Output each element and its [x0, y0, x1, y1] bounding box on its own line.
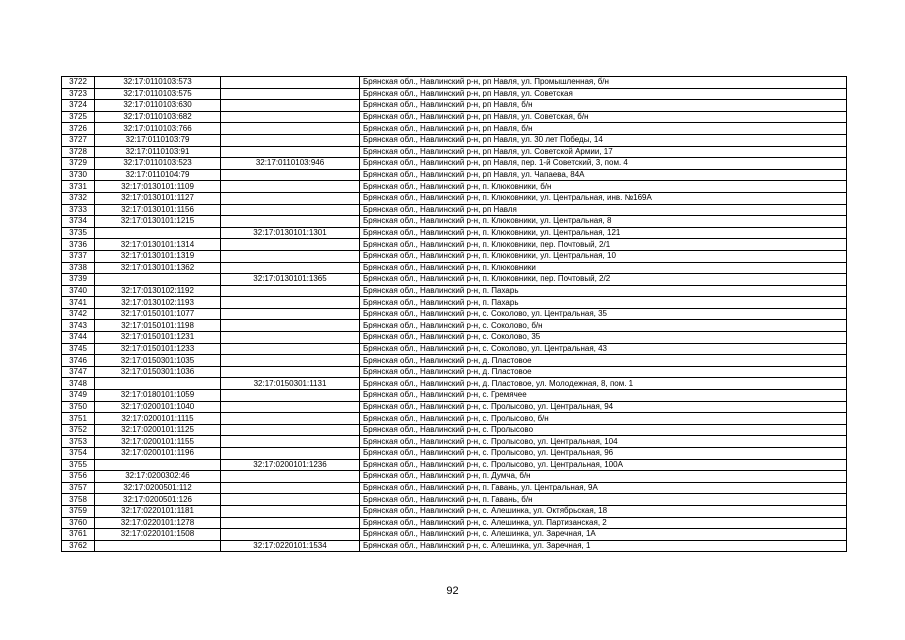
cadastral-number-cell: 32:17:0150101:1077 [95, 308, 221, 320]
address-cell: Брянская обл., Навлинский р-н, с. Соколово, 35 [360, 332, 847, 344]
row-number-cell: 3742 [62, 308, 95, 320]
table-row [62, 250, 847, 262]
address-cell: Брянская обл., Навлинский р-н, рп Навля, ул. 30 лет Победы, 14 [360, 134, 847, 146]
address-cell: Брянская обл., Навлинский р-н, с. Алешинка, ул. Заречная, 1 [360, 540, 847, 552]
table-row [62, 88, 847, 100]
address-cell: Брянская обл., Навлинский р-н, с. Пролысово, ул. Центральная, 100А [360, 459, 847, 471]
address-cell: Брянская обл., Навлинский р-н, рп Навля, б/н [360, 123, 847, 135]
premises-cadastral-number-cell [221, 169, 360, 181]
address-cell: Брянская обл., Навлинский р-н, д. Пластовое [360, 355, 847, 367]
cadastral-number-cell: 32:17:0110103:575 [95, 88, 221, 100]
row-number-cell: 3726 [62, 123, 95, 135]
table-row [62, 100, 847, 112]
premises-cadastral-number-cell [221, 355, 360, 367]
address-cell: Брянская обл., Навлинский р-н, д. Пластовое [360, 366, 847, 378]
table-row [62, 146, 847, 158]
premises-cadastral-number-cell [221, 134, 360, 146]
address-cell: Брянская обл., Навлинский р-н, рп Навля, ул. Советской Армии, 17 [360, 146, 847, 158]
premises-cadastral-number-cell [221, 88, 360, 100]
table-row [62, 540, 847, 552]
table-row [62, 529, 847, 541]
table-row [62, 169, 847, 181]
cadastral-number-cell: 32:17:0130101:1156 [95, 204, 221, 216]
table-row [62, 297, 847, 309]
cadastral-register-table [61, 76, 847, 552]
row-number-cell: 3762 [62, 540, 95, 552]
premises-cadastral-number-cell [221, 390, 360, 402]
table-row [62, 216, 847, 228]
premises-cadastral-number-cell [221, 192, 360, 204]
address-cell: Брянская обл., Навлинский р-н, п. Клюковники, ул. Центральная, 121 [360, 227, 847, 239]
premises-cadastral-number-cell [221, 77, 360, 89]
cadastral-number-cell [95, 378, 221, 390]
row-number-cell: 3755 [62, 459, 95, 471]
premises-cadastral-number-cell [221, 366, 360, 378]
address-cell: Брянская обл., Навлинский р-н, рп Навля, ул. Советская [360, 88, 847, 100]
premises-cadastral-number-cell [221, 436, 360, 448]
premises-cadastral-number-cell [221, 332, 360, 344]
cadastral-number-cell: 32:17:0200101:1125 [95, 424, 221, 436]
address-cell: Брянская обл., Навлинский р-н, п. Пахарь [360, 297, 847, 309]
table-body [62, 77, 847, 552]
premises-cadastral-number-cell [221, 413, 360, 425]
premises-cadastral-number-cell [221, 308, 360, 320]
row-number-cell: 3745 [62, 343, 95, 355]
premises-cadastral-number-cell: 32:17:0130101:1301 [221, 227, 360, 239]
table-row [62, 285, 847, 297]
table-row [62, 471, 847, 483]
table-row [62, 424, 847, 436]
table-row [62, 482, 847, 494]
cadastral-number-cell: 32:17:0150301:1035 [95, 355, 221, 367]
table-row [62, 378, 847, 390]
cadastral-number-cell: 32:17:0110103:91 [95, 146, 221, 158]
row-number-cell: 3730 [62, 169, 95, 181]
address-cell: Брянская обл., Навлинский р-н, с. Алешинка, ул. Заречная, 1А [360, 529, 847, 541]
premises-cadastral-number-cell [221, 320, 360, 332]
row-number-cell: 3738 [62, 262, 95, 274]
address-cell: Брянская обл., Навлинский р-н, рп Навля, ул. Промышленная, б/н [360, 77, 847, 89]
cadastral-number-cell: 32:17:0220101:1508 [95, 529, 221, 541]
cadastral-number-cell: 32:17:0130101:1314 [95, 239, 221, 251]
row-number-cell: 3731 [62, 181, 95, 193]
row-number-cell: 3736 [62, 239, 95, 251]
cadastral-number-cell: 32:17:0110103:682 [95, 111, 221, 123]
table-row [62, 413, 847, 425]
premises-cadastral-number-cell [221, 250, 360, 262]
address-cell: Брянская обл., Навлинский р-н, п. Клюковники, ул. Центральная, 8 [360, 216, 847, 228]
address-cell: Брянская обл., Навлинский р-н, с. Соколово, б/н [360, 320, 847, 332]
premises-cadastral-number-cell [221, 494, 360, 506]
row-number-cell: 3759 [62, 505, 95, 517]
row-number-cell: 3727 [62, 134, 95, 146]
premises-cadastral-number-cell [221, 111, 360, 123]
address-cell: Брянская обл., Навлинский р-н, п. Думча, б/н [360, 471, 847, 483]
row-number-cell: 3739 [62, 274, 95, 286]
row-number-cell: 3752 [62, 424, 95, 436]
table-row [62, 401, 847, 413]
row-number-cell: 3756 [62, 471, 95, 483]
row-number-cell: 3741 [62, 297, 95, 309]
table-row [62, 436, 847, 448]
cadastral-number-cell: 32:17:0110103:573 [95, 77, 221, 89]
premises-cadastral-number-cell: 32:17:0150301:1131 [221, 378, 360, 390]
row-number-cell: 3748 [62, 378, 95, 390]
address-cell: Брянская обл., Навлинский р-н, рп Навля, б/н [360, 100, 847, 112]
premises-cadastral-number-cell [221, 343, 360, 355]
cadastral-number-cell: 32:17:0150301:1036 [95, 366, 221, 378]
address-cell: Брянская обл., Навлинский р-н, п. Клюковники, ул. Центральная, 10 [360, 250, 847, 262]
address-cell: Брянская обл., Навлинский р-н, с. Пролысово, ул. Центральная, 104 [360, 436, 847, 448]
row-number-cell: 3753 [62, 436, 95, 448]
row-number-cell: 3740 [62, 285, 95, 297]
cadastral-number-cell: 32:17:0200302:46 [95, 471, 221, 483]
premises-cadastral-number-cell [221, 239, 360, 251]
row-number-cell: 3746 [62, 355, 95, 367]
premises-cadastral-number-cell [221, 297, 360, 309]
row-number-cell: 3744 [62, 332, 95, 344]
premises-cadastral-number-cell: 32:17:0220101:1534 [221, 540, 360, 552]
address-cell: Брянская обл., Навлинский р-н, с. Гремячее [360, 390, 847, 402]
table-row [62, 517, 847, 529]
row-number-cell: 3747 [62, 366, 95, 378]
address-cell: Брянская обл., Навлинский р-н, с. Алешинка, ул. Партизанская, 2 [360, 517, 847, 529]
table-row [62, 505, 847, 517]
table-row [62, 366, 847, 378]
cadastral-number-cell: 32:17:0200101:1115 [95, 413, 221, 425]
table-row [62, 111, 847, 123]
address-cell: Брянская обл., Навлинский р-н, п. Клюковники, пер. Почтовый, 2/1 [360, 239, 847, 251]
row-number-cell: 3732 [62, 192, 95, 204]
cadastral-number-cell: 32:17:0110103:630 [95, 100, 221, 112]
cadastral-number-cell [95, 459, 221, 471]
row-number-cell: 3734 [62, 216, 95, 228]
row-number-cell: 3737 [62, 250, 95, 262]
cadastral-number-cell: 32:17:0130101:1362 [95, 262, 221, 274]
premises-cadastral-number-cell [221, 285, 360, 297]
table-row [62, 332, 847, 344]
table-row [62, 192, 847, 204]
row-number-cell: 3758 [62, 494, 95, 506]
cadastral-number-cell: 32:17:0130101:1215 [95, 216, 221, 228]
cadastral-number-cell: 32:17:0200501:112 [95, 482, 221, 494]
address-cell: Брянская обл., Навлинский р-н, п. Клюковники, ул. Центральная, инв. №169А [360, 192, 847, 204]
cadastral-number-cell: 32:17:0200101:1040 [95, 401, 221, 413]
cadastral-number-cell: 32:17:0180101:1059 [95, 390, 221, 402]
premises-cadastral-number-cell [221, 482, 360, 494]
table-row [62, 448, 847, 460]
address-cell: Брянская обл., Навлинский р-н, рп Навля, пер. 1-й Советский, 3, пом. 4 [360, 158, 847, 170]
table-row [62, 239, 847, 251]
cadastral-number-cell: 32:17:0130102:1192 [95, 285, 221, 297]
cadastral-number-cell: 32:17:0220101:1181 [95, 505, 221, 517]
cadastral-number-cell: 32:17:0200101:1155 [95, 436, 221, 448]
cadastral-number-cell: 32:17:0110103:523 [95, 158, 221, 170]
page-number: 92 [446, 585, 459, 597]
table-row [62, 204, 847, 216]
premises-cadastral-number-cell [221, 216, 360, 228]
address-cell: Брянская обл., Навлинский р-н, п. Гавань, б/н [360, 494, 847, 506]
row-number-cell: 3761 [62, 529, 95, 541]
cadastral-number-cell: 32:17:0130101:1109 [95, 181, 221, 193]
address-cell: Брянская обл., Навлинский р-н, рп Навля, ул. Советская, б/н [360, 111, 847, 123]
premises-cadastral-number-cell [221, 401, 360, 413]
address-cell: Брянская обл., Навлинский р-н, п. Гавань, ул. Центральная, 9А [360, 482, 847, 494]
address-cell: Брянская обл., Навлинский р-н, с. Пролысово, ул. Центральная, 94 [360, 401, 847, 413]
row-number-cell: 3729 [62, 158, 95, 170]
table-row [62, 181, 847, 193]
address-cell: Брянская обл., Навлинский р-н, рп Навля [360, 204, 847, 216]
address-cell: Брянская обл., Навлинский р-н, с. Пролысово, ул. Центральная, 96 [360, 448, 847, 460]
row-number-cell: 3754 [62, 448, 95, 460]
row-number-cell: 3725 [62, 111, 95, 123]
table-row [62, 355, 847, 367]
table-row [62, 494, 847, 506]
address-cell: Брянская обл., Навлинский р-н, рп Навля, ул. Чапаева, 84А [360, 169, 847, 181]
premises-cadastral-number-cell: 32:17:0110103:946 [221, 158, 360, 170]
premises-cadastral-number-cell: 32:17:0130101:1365 [221, 274, 360, 286]
table-row [62, 343, 847, 355]
premises-cadastral-number-cell [221, 181, 360, 193]
row-number-cell: 3728 [62, 146, 95, 158]
table-row [62, 390, 847, 402]
row-number-cell: 3722 [62, 77, 95, 89]
row-number-cell: 3749 [62, 390, 95, 402]
premises-cadastral-number-cell [221, 262, 360, 274]
table-row [62, 274, 847, 286]
address-cell: Брянская обл., Навлинский р-н, с. Пролысово, б/н [360, 413, 847, 425]
table-row [62, 158, 847, 170]
premises-cadastral-number-cell [221, 146, 360, 158]
cadastral-number-cell: 32:17:0150101:1231 [95, 332, 221, 344]
row-number-cell: 3733 [62, 204, 95, 216]
row-number-cell: 3724 [62, 100, 95, 112]
cadastral-number-cell: 32:17:0110103:79 [95, 134, 221, 146]
premises-cadastral-number-cell: 32:17:0200101:1236 [221, 459, 360, 471]
cadastral-number-cell: 32:17:0150101:1198 [95, 320, 221, 332]
table-row [62, 308, 847, 320]
table-row [62, 134, 847, 146]
cadastral-number-cell: 32:17:0150101:1233 [95, 343, 221, 355]
address-cell: Брянская обл., Навлинский р-н, п. Клюковники [360, 262, 847, 274]
row-number-cell: 3723 [62, 88, 95, 100]
premises-cadastral-number-cell [221, 529, 360, 541]
address-cell: Брянская обл., Навлинский р-н, с. Соколово, ул. Центральная, 43 [360, 343, 847, 355]
cadastral-number-cell: 32:17:0110103:766 [95, 123, 221, 135]
address-cell: Брянская обл., Навлинский р-н, с. Соколово, ул. Центральная, 35 [360, 308, 847, 320]
cadastral-number-cell: 32:17:0200101:1196 [95, 448, 221, 460]
cadastral-number-cell: 32:17:0130101:1319 [95, 250, 221, 262]
address-cell: Брянская обл., Навлинский р-н, д. Пластовое, ул. Молодежная, 8, пом. 1 [360, 378, 847, 390]
cadastral-number-cell: 32:17:0110104:79 [95, 169, 221, 181]
row-number-cell: 3750 [62, 401, 95, 413]
cadastral-number-cell: 32:17:0130102:1193 [95, 297, 221, 309]
premises-cadastral-number-cell [221, 424, 360, 436]
cadastral-number-cell: 32:17:0220101:1278 [95, 517, 221, 529]
cadastral-number-cell: 32:17:0130101:1127 [95, 192, 221, 204]
cadastral-number-cell [95, 227, 221, 239]
row-number-cell: 3743 [62, 320, 95, 332]
cadastral-number-cell [95, 274, 221, 286]
table-row [62, 227, 847, 239]
premises-cadastral-number-cell [221, 505, 360, 517]
row-number-cell: 3751 [62, 413, 95, 425]
address-cell: Брянская обл., Навлинский р-н, п. Клюковники, пер. Почтовый, 2/2 [360, 274, 847, 286]
cadastral-number-cell: 32:17:0200501:126 [95, 494, 221, 506]
cadastral-number-cell [95, 540, 221, 552]
table-row [62, 123, 847, 135]
premises-cadastral-number-cell [221, 471, 360, 483]
row-number-cell: 3760 [62, 517, 95, 529]
address-cell: Брянская обл., Навлинский р-н, п. Пахарь [360, 285, 847, 297]
premises-cadastral-number-cell [221, 517, 360, 529]
table-row [62, 320, 847, 332]
address-cell: Брянская обл., Навлинский р-н, с. Пролысово [360, 424, 847, 436]
address-cell: Брянская обл., Навлинский р-н, п. Клюковники, б/н [360, 181, 847, 193]
table-row [62, 459, 847, 471]
row-number-cell: 3757 [62, 482, 95, 494]
row-number-cell: 3735 [62, 227, 95, 239]
address-cell: Брянская обл., Навлинский р-н, с. Алешинка, ул. Октябрьская, 18 [360, 505, 847, 517]
table-row [62, 77, 847, 89]
premises-cadastral-number-cell [221, 123, 360, 135]
premises-cadastral-number-cell [221, 100, 360, 112]
premises-cadastral-number-cell [221, 204, 360, 216]
table-row [62, 262, 847, 274]
premises-cadastral-number-cell [221, 448, 360, 460]
